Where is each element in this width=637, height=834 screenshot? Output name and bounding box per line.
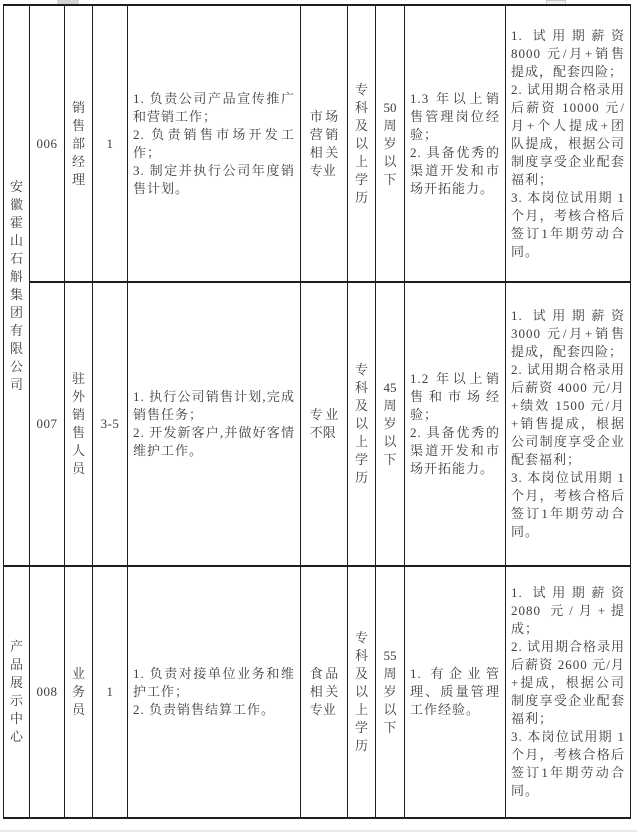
cell-major [301,282,348,566]
table-row-006 [4,5,631,282]
vertical-text-line: 以 [354,135,368,151]
vertical-text-line: 以 [354,684,368,699]
vertical-text-line: 斛 [9,268,23,284]
vertical-text-line: 45 [383,380,397,395]
vertical-text-line: 务 [71,684,85,699]
text-item: 1. 有企业管理、质量管理工作经验。 [410,666,500,717]
cell-age-limit [376,566,405,818]
cell-company-product-center [4,566,30,818]
vertical-text-line: 历 [354,738,368,753]
vertical-text-line: 下 [383,171,397,187]
vertical-text-line: 售 [71,425,85,440]
vertical-text-line: 科 [354,648,368,663]
text-item: 1.3 年以上销售管理岗位经验； [410,90,500,142]
vertical-text-line: 上 [354,702,368,717]
vertical-text-line: 山 [9,232,23,248]
text-item: 2. 具备优秀的渠道开发和市场开拓能力。 [410,425,500,476]
vertical-text-line: 专 [354,362,368,377]
cell-position [65,5,93,282]
major-text: 食品相关专业 [309,666,339,717]
text-item: 1. 负责公司产品宣传推广和营销工作； [133,90,295,124]
vertical-text-line: 品 [9,657,23,672]
text-item: 3. 本岗位试用期 1 个月，考核合格后签订1年期劳动合同。 [511,729,625,798]
cell-job-code: 008 [30,566,65,818]
vertical-text-line: 科 [354,380,368,395]
vertical-text-line: 及 [354,666,368,681]
vertical-text-line: 霍 [9,214,23,230]
vertical-text-line: 以 [383,702,397,717]
cell-company-anhui-huoshan [4,5,30,566]
vertical-text-line: 50 [383,99,397,115]
cell-headcount: 1 [93,5,128,282]
page-edge-line [0,830,637,832]
cell-major [301,5,348,282]
vertical-text-line: 驻 [71,371,85,386]
vertical-text-line: 上 [354,434,368,449]
vertical-text-line: 公 [9,358,23,374]
vertical-text-line: 员 [71,702,85,717]
vertical-text-line: 销 [71,99,85,115]
vertical-text-line: 历 [354,189,368,205]
cell-duties [128,5,301,282]
vertical-text-line: 徽 [9,196,23,212]
vertical-text-line: 岁 [383,135,397,151]
text-item: 1. 试用期薪资 3000 元/月+销售提成，配套四险； [511,308,625,359]
vertical-text-line: 外 [71,389,85,404]
cell-job-code: 006 [30,5,65,282]
text-item: 1.2 年以上销售和市场经验； [410,371,500,422]
vertical-text-line: 示 [9,693,23,708]
cell-salary [506,5,631,282]
vertical-text-line: 员 [71,461,85,476]
text-item: 2. 具备优秀的渠道开发和市场开拓能力。 [410,144,500,196]
cell-job-code: 007 [30,282,65,566]
vertical-text-line: 以 [383,153,397,169]
vertical-text-line: 科 [354,99,368,115]
vertical-text-line: 下 [383,452,397,467]
major-text: 市场营销相关专业 [309,108,339,178]
cell-requirements [405,566,506,818]
vertical-text-line: 及 [354,398,368,413]
cell-headcount: 3-5 [93,282,128,566]
vertical-text-line: 专 [354,630,368,645]
vertical-text-line: 业 [71,666,85,681]
text-item: 1. 试用期薪资 2080 元/月+提成； [511,585,625,636]
vertical-text-line: 团 [9,304,23,320]
cell-position [65,566,93,818]
vertical-text-line: 集 [9,286,23,302]
cell-education [348,566,376,818]
vertical-text-line: 学 [354,171,368,187]
cell-salary [506,282,631,566]
text-item: 3. 制定并执行公司年度销售计划。 [133,162,295,196]
major-text: 专业不限 [309,407,339,440]
vertical-text-line: 部 [71,135,85,151]
vertical-text-line: 心 [9,729,23,744]
text-item: 1. 负责对接单位业务和维护工作； [133,666,295,699]
vertical-text-line: 岁 [383,684,397,699]
cell-requirements [405,282,506,566]
vertical-text-line: 上 [354,153,368,169]
cell-salary [506,566,631,818]
vertical-text-line: 司 [9,376,23,392]
cell-headcount: 1 [93,566,128,818]
text-item: 2. 开发新客户,并做好客情维护工作。 [133,425,295,458]
vertical-text-line: 中 [9,711,23,726]
cell-duties [128,282,301,566]
vertical-text-line: 以 [383,434,397,449]
text-item: 2. 负责销售结算工作。 [133,702,276,717]
cell-requirements [405,5,506,282]
cell-education [348,5,376,282]
text-item: 2. 试用期合格录用后薪资 4000 元/月+绩效 1500 元/月+销售提成，根据公司制度享受企业配套福利； [511,362,626,467]
vertical-text-line: 岁 [383,416,397,431]
vertical-text-line: 经 [71,153,85,169]
table-row-008 [4,566,631,818]
text-item: 2. 试用期合格录用后薪资 2600 元/月+提成，根据公司制度享受企业配套福利； [511,639,626,726]
vertical-text-line: 周 [383,398,397,413]
cell-position [65,282,93,566]
vertical-text-line: 55 [383,648,397,663]
vertical-text-line: 周 [383,117,397,133]
vertical-text-line: 专 [354,81,368,97]
vertical-text-line: 理 [71,171,85,187]
vertical-text-line: 学 [354,720,368,735]
vertical-text-line: 下 [383,720,397,735]
text-item: 1. 执行公司销售计划,完成销售任务； [133,389,295,422]
text-item: 2. 试用期合格录用后薪资 10000 元/月+个人提成+团队提成，根据公司制度享受企业配套福利； [511,81,626,187]
vertical-text-line: 有 [9,322,23,338]
vertical-text-line: 及 [354,117,368,133]
table-row-007 [4,282,631,566]
vertical-text-line: 石 [9,250,23,266]
text-item: 3. 本岗位试用期 1 个月，考核合格后签订1年期劳动合同。 [511,470,625,539]
vertical-text-line: 以 [354,416,368,431]
cell-education [348,282,376,566]
cell-major [301,566,348,818]
vertical-text-line: 周 [383,666,397,681]
cell-age-limit [376,5,405,282]
vertical-text-line: 安 [9,178,23,194]
vertical-text-line: 历 [354,470,368,485]
vertical-text-line: 展 [9,675,23,690]
text-item: 1. 试用期薪资 8000 元/月+销售提成，配套四险； [511,27,625,79]
cell-duties [128,566,301,818]
vertical-text-line: 限 [9,340,23,356]
vertical-text-line: 学 [354,452,368,467]
cell-age-limit [376,282,405,566]
vertical-text-line: 产 [9,639,23,654]
text-item: 2. 负责销售市场开发工作； [133,126,295,160]
vertical-text-line: 人 [71,443,85,458]
text-item: 3. 本岗位试用期 1 个月，考核合格后签订1年期劳动合同。 [511,189,625,259]
job-recruitment-table [3,4,631,819]
vertical-text-line: 销 [71,407,85,422]
vertical-text-line: 售 [71,117,85,133]
